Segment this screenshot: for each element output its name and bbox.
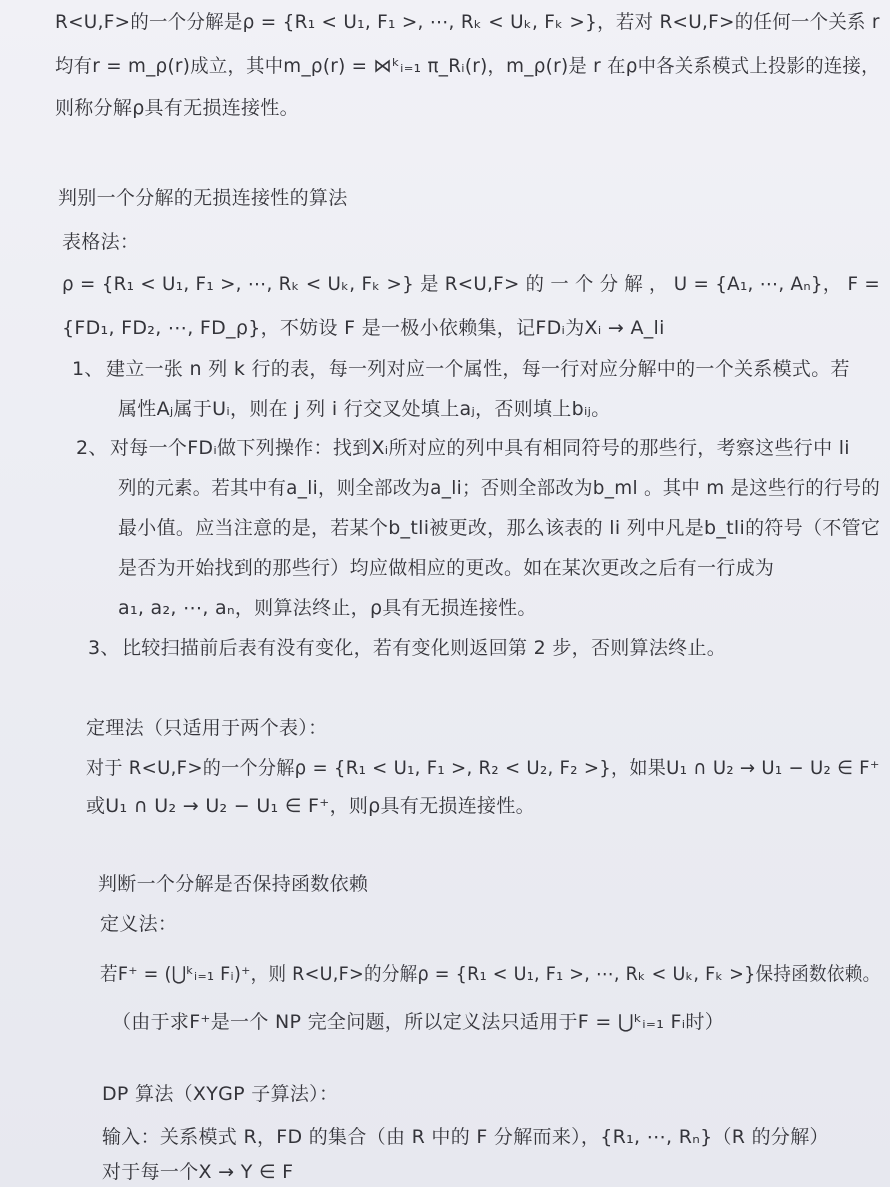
fd-section-title: 判断一个分解是否保持函数依赖 bbox=[98, 873, 369, 895]
dp-algorithm-title: DP 算法（XYGP 子算法）： bbox=[102, 1083, 339, 1105]
step-1-line-1 bbox=[72, 357, 850, 381]
theorem-method-title: 定理法（只适用于两个表）： bbox=[86, 717, 328, 739]
step-3-line-1 bbox=[88, 636, 726, 660]
fd-definition-line-2: （由于求F⁺是一个 NP 完全问题，所以定义法只适用于F = ⋃ᵏᵢ₌₁ Fᵢ时） bbox=[112, 1011, 725, 1033]
step-2-line-4: 是否为开始找到的那些行）均应做相应的更改。如在某次更改之后有一行成为 bbox=[118, 557, 775, 579]
step-2-line-3: 最小值。应当注意的是，若某个b_tli被更改，那么该表的 li 列中凡是b_tli的符号（不管它 bbox=[118, 517, 881, 539]
step-2-line-1 bbox=[76, 436, 850, 460]
lossless-section-title: 判别一个分解的无损连接性的算法 bbox=[58, 187, 348, 209]
fd-definition-line-1: 若F⁺ = (⋃ᵏᵢ₌₁ Fᵢ)⁺，则 R<U,F>的分解ρ = {R₁ < U₁, F₁ >, ⋯, Rₖ < Uₖ, Fₖ >}保持函数依赖。 bbox=[100, 963, 881, 985]
step-2-line-2: 列的元素。若其中有a_li，则全部改为a_li；否则全部改为b_ml 。其中 m 是这些行的行号的 bbox=[118, 477, 881, 499]
step-1-number: 1、 bbox=[72, 358, 104, 380]
dp-for-each-line: 对于每一个X → Y ∈ F bbox=[102, 1161, 294, 1183]
theorem-line-2: 或U₁ ∩ U₂ → U₂ − U₁ ∈ F⁺，则ρ具有无损连接性。 bbox=[86, 795, 535, 817]
step-2-text: 对每一个FDᵢ做下列操作：找到Xᵢ所对应的列中具有相同符号的那些行，考察这些行中 li bbox=[110, 437, 850, 459]
table-intro-line-2: {FD₁, FD₂, ⋯, FD_ρ}，不妨设 F 是一极小依赖集，记FDᵢ为Xᵢ → A_li bbox=[62, 317, 665, 339]
definition-line-3: 则称分解ρ具有无损连接性。 bbox=[55, 97, 299, 119]
step-2-line-5: a₁, a₂, ⋯, aₙ，则算法终止，ρ具有无损连接性。 bbox=[118, 597, 537, 619]
dp-input-line: 输入：关系模式 R，FD 的集合（由 R 中的 F 分解而来），{R₁, ⋯, Rₙ}（R 的分解） bbox=[102, 1126, 829, 1148]
definition-method-label: 定义法： bbox=[100, 913, 178, 935]
table-method-label: 表格法： bbox=[62, 231, 140, 253]
definition-line-2: 均有r = m_ρ(r)成立，其中m_ρ(r) = ⋈ᵏᵢ₌₁ π_Rᵢ(r)，m_ρ(r)是 r 在ρ中各关系模式上投影的连接， bbox=[55, 55, 880, 77]
step-1-line-2: 属性Aⱼ属于Uᵢ，则在 j 列 i 行交叉处填上aⱼ，否则填上bᵢⱼ。 bbox=[118, 398, 611, 420]
step-2-number: 2、 bbox=[76, 437, 108, 459]
step-3-text: 比较扫描前后表有没有变化，若有变化则返回第 2 步，否则算法终止。 bbox=[122, 637, 727, 659]
theorem-line-1: 对于 R<U,F>的一个分解ρ = {R₁ < U₁, F₁ >, R₂ < U₂, F₂ >}，如果U₁ ∩ U₂ → U₁ − U₂ ∈ F⁺ bbox=[86, 757, 880, 779]
step-3-number: 3、 bbox=[88, 637, 120, 659]
step-1-text: 建立一张 n 列 k 行的表，每一列对应一个属性，每一行对应分解中的一个关系模式。若 bbox=[106, 358, 850, 380]
table-intro-line-1: ρ = {R₁ < U₁, F₁ >, ⋯, Rₖ < Uₖ, Fₖ >} 是 R<U,F> 的 一 个 分 解 ， U = {A₁, ⋯, Aₙ}， F = bbox=[62, 273, 881, 295]
definition-line-1: R<U,F>的一个分解是ρ = {R₁ < U₁, F₁ >, ⋯, Rₖ < Uₖ, Fₖ >}，若对 R<U,F>的任何一个关系 r bbox=[55, 11, 880, 33]
